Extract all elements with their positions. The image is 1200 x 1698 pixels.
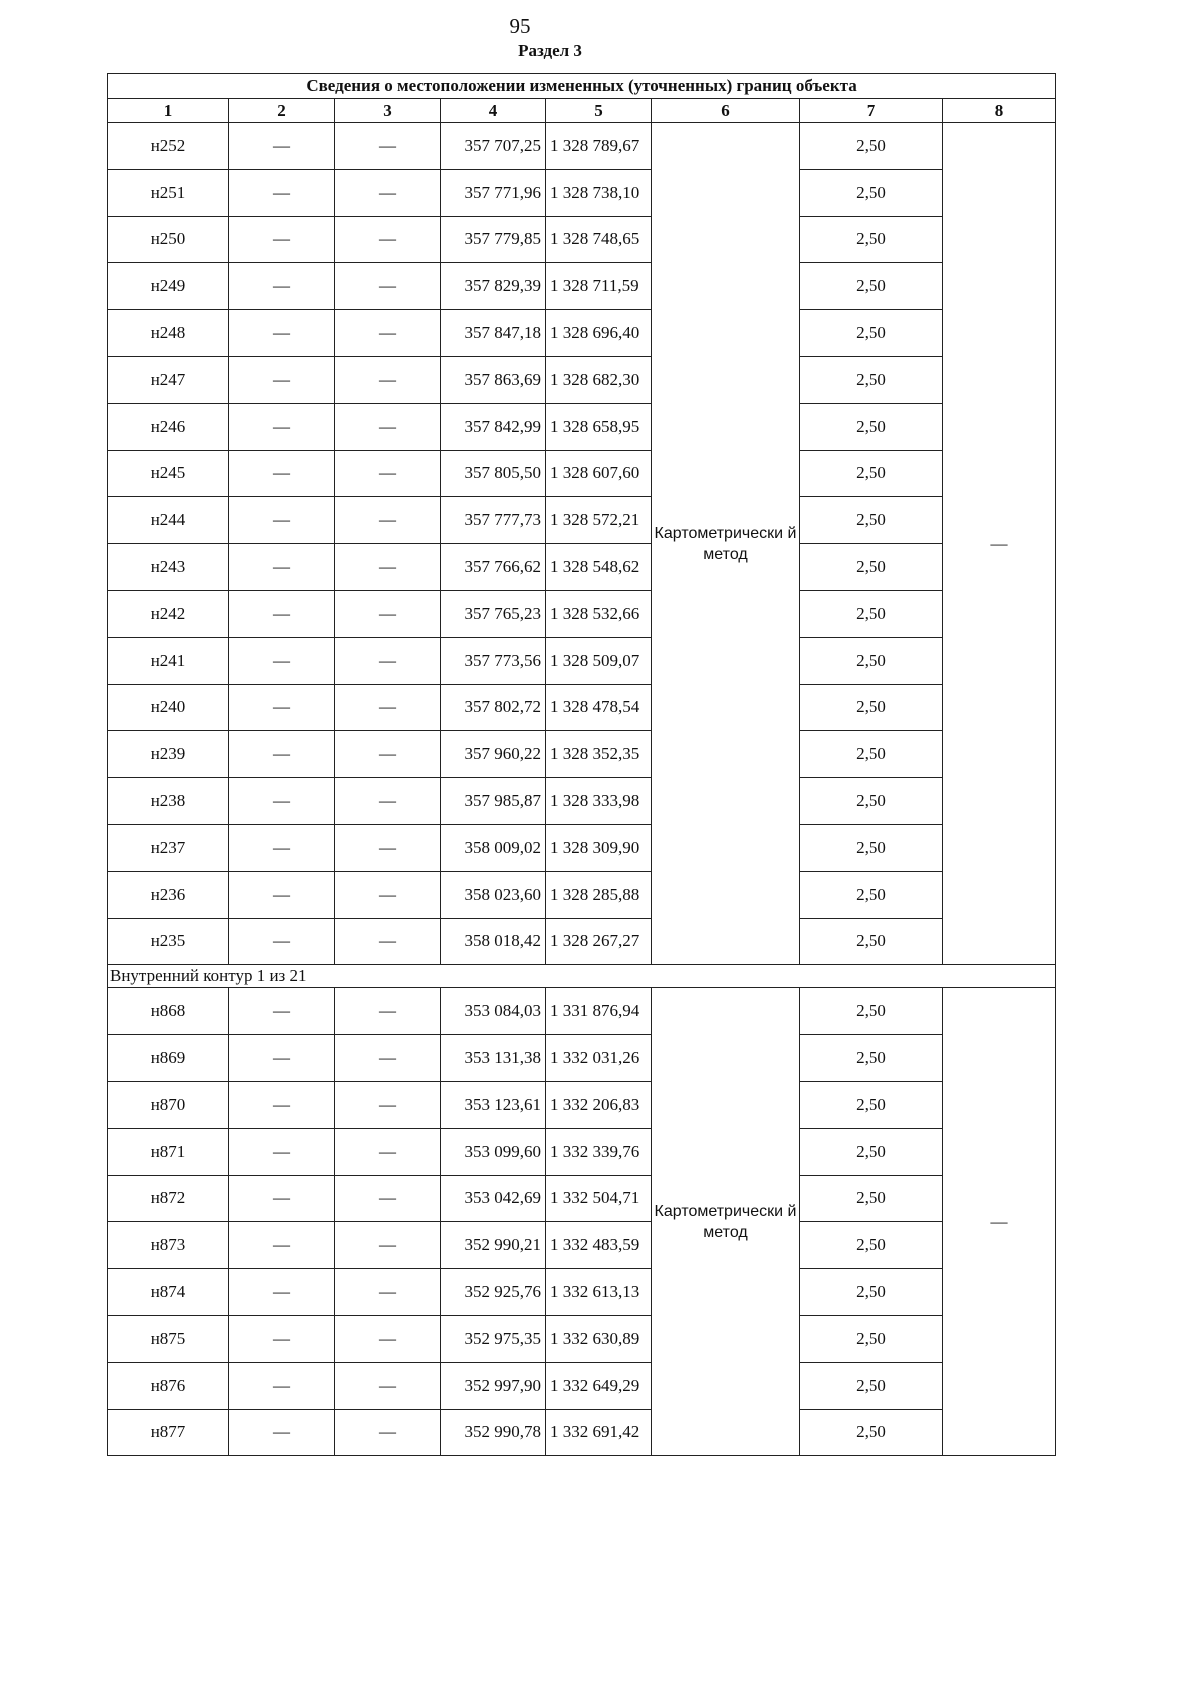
page-number: 95 <box>509 14 531 38</box>
col2-value: — <box>229 1175 335 1222</box>
col3-value: — <box>335 450 441 497</box>
point-name: н246 <box>108 403 229 450</box>
x-coordinate: 358 023,60 <box>441 871 546 918</box>
x-coordinate: 353 042,69 <box>441 1175 546 1222</box>
x-coordinate: 352 975,35 <box>441 1315 546 1362</box>
col2-value: — <box>229 590 335 637</box>
table-row <box>108 310 1056 357</box>
point-name: н876 <box>108 1362 229 1409</box>
accuracy-value: 2,50 <box>800 824 943 871</box>
point-name: н242 <box>108 590 229 637</box>
y-coordinate: 1 328 696,40 <box>546 310 652 357</box>
accuracy-value: 2,50 <box>800 988 943 1035</box>
col3-value: — <box>335 310 441 357</box>
table-row <box>108 1035 1056 1082</box>
accuracy-value: 2,50 <box>800 918 943 965</box>
y-coordinate: 1 328 352,35 <box>546 731 652 778</box>
col8-value: — <box>943 123 1056 965</box>
column-header: 2 <box>229 99 335 123</box>
col2-value: — <box>229 918 335 965</box>
x-coordinate: 357 802,72 <box>441 684 546 731</box>
accuracy-value: 2,50 <box>800 169 943 216</box>
y-coordinate: 1 332 613,13 <box>546 1269 652 1316</box>
col2-value: — <box>229 1128 335 1175</box>
point-name: н877 <box>108 1409 229 1456</box>
y-coordinate: 1 332 649,29 <box>546 1362 652 1409</box>
y-coordinate: 1 328 607,60 <box>546 450 652 497</box>
point-name: н873 <box>108 1222 229 1269</box>
table-caption: Сведения о местоположении измененных (уточненных) границ объекта <box>108 74 1056 99</box>
col2-value: — <box>229 1315 335 1362</box>
col2-value: — <box>229 1081 335 1128</box>
x-coordinate: 352 990,21 <box>441 1222 546 1269</box>
header-row <box>108 99 1056 123</box>
point-name: н241 <box>108 637 229 684</box>
point-name: н250 <box>108 216 229 263</box>
point-name: н247 <box>108 356 229 403</box>
accuracy-value: 2,50 <box>800 871 943 918</box>
col2-value: — <box>229 263 335 310</box>
point-name: н869 <box>108 1035 229 1082</box>
point-name: н245 <box>108 450 229 497</box>
table-row <box>108 544 1056 591</box>
accuracy-value: 2,50 <box>800 497 943 544</box>
point-name: н237 <box>108 824 229 871</box>
point-name: н871 <box>108 1128 229 1175</box>
point-name: н239 <box>108 731 229 778</box>
col2-value: — <box>229 544 335 591</box>
col2-value: — <box>229 403 335 450</box>
y-coordinate: 1 328 478,54 <box>546 684 652 731</box>
col3-value: — <box>335 1128 441 1175</box>
col2-value: — <box>229 310 335 357</box>
col3-value: — <box>335 1315 441 1362</box>
accuracy-value: 2,50 <box>800 1222 943 1269</box>
y-coordinate: 1 332 206,83 <box>546 1081 652 1128</box>
column-header: 6 <box>652 99 800 123</box>
y-coordinate: 1 328 658,95 <box>546 403 652 450</box>
accuracy-value: 2,50 <box>800 356 943 403</box>
accuracy-value: 2,50 <box>800 778 943 825</box>
y-coordinate: 1 328 738,10 <box>546 169 652 216</box>
x-coordinate: 357 771,96 <box>441 169 546 216</box>
y-coordinate: 1 328 572,21 <box>546 497 652 544</box>
accuracy-value: 2,50 <box>800 731 943 778</box>
x-coordinate: 357 960,22 <box>441 731 546 778</box>
table-row <box>108 590 1056 637</box>
point-name: н238 <box>108 778 229 825</box>
table-row <box>108 356 1056 403</box>
col3-value: — <box>335 918 441 965</box>
col2-value: — <box>229 356 335 403</box>
col8-value: — <box>943 988 1056 1456</box>
column-header: 3 <box>335 99 441 123</box>
x-coordinate: 357 766,62 <box>441 544 546 591</box>
x-coordinate: 357 779,85 <box>441 216 546 263</box>
accuracy-value: 2,50 <box>800 1362 943 1409</box>
x-coordinate: 352 990,78 <box>441 1409 546 1456</box>
y-coordinate: 1 328 532,66 <box>546 590 652 637</box>
col3-value: — <box>335 988 441 1035</box>
col3-value: — <box>335 216 441 263</box>
col3-value: — <box>335 403 441 450</box>
method-cell: Картометрически й метод <box>652 988 800 1456</box>
y-coordinate: 1 328 509,07 <box>546 637 652 684</box>
method-cell: Картометрически й метод <box>652 123 800 965</box>
x-coordinate: 357 985,87 <box>441 778 546 825</box>
col2-value: — <box>229 871 335 918</box>
x-coordinate: 357 707,25 <box>441 123 546 170</box>
x-coordinate: 357 842,99 <box>441 403 546 450</box>
accuracy-value: 2,50 <box>800 544 943 591</box>
accuracy-value: 2,50 <box>800 263 943 310</box>
point-name: н244 <box>108 497 229 544</box>
point-name: н870 <box>108 1081 229 1128</box>
y-coordinate: 1 332 630,89 <box>546 1315 652 1362</box>
y-coordinate: 1 328 309,90 <box>546 824 652 871</box>
col2-value: — <box>229 216 335 263</box>
x-coordinate: 357 765,23 <box>441 590 546 637</box>
x-coordinate: 357 829,39 <box>441 263 546 310</box>
table-row <box>108 403 1056 450</box>
col2-value: — <box>229 1362 335 1409</box>
table-row <box>108 497 1056 544</box>
table-row <box>108 684 1056 731</box>
contour-label: Внутренний контур 1 из 21 <box>108 965 1056 988</box>
col3-value: — <box>335 263 441 310</box>
column-header: 7 <box>800 99 943 123</box>
accuracy-value: 2,50 <box>800 1175 943 1222</box>
col3-value: — <box>335 778 441 825</box>
table-row <box>108 731 1056 778</box>
point-name: н868 <box>108 988 229 1035</box>
accuracy-value: 2,50 <box>800 310 943 357</box>
col2-value: — <box>229 988 335 1035</box>
accuracy-value: 2,50 <box>800 1315 943 1362</box>
x-coordinate: 357 773,56 <box>441 637 546 684</box>
table-row <box>108 871 1056 918</box>
col3-value: — <box>335 123 441 170</box>
y-coordinate: 1 328 711,59 <box>546 263 652 310</box>
x-coordinate: 358 018,42 <box>441 918 546 965</box>
x-coordinate: 353 084,03 <box>441 988 546 1035</box>
table-row <box>108 263 1056 310</box>
col2-value: — <box>229 1035 335 1082</box>
col3-value: — <box>335 356 441 403</box>
col2-value: — <box>229 731 335 778</box>
col3-value: — <box>335 824 441 871</box>
y-coordinate: 1 331 876,94 <box>546 988 652 1035</box>
col2-value: — <box>229 778 335 825</box>
y-coordinate: 1 332 691,42 <box>546 1409 652 1456</box>
col3-value: — <box>335 1222 441 1269</box>
x-coordinate: 358 009,02 <box>441 824 546 871</box>
point-name: н251 <box>108 169 229 216</box>
y-coordinate: 1 332 031,26 <box>546 1035 652 1082</box>
section-title: Раздел 3 <box>518 41 582 60</box>
table-row <box>108 1269 1056 1316</box>
x-coordinate: 353 099,60 <box>441 1128 546 1175</box>
col2-value: — <box>229 497 335 544</box>
y-coordinate: 1 328 333,98 <box>546 778 652 825</box>
col3-value: — <box>335 590 441 637</box>
col2-value: — <box>229 1409 335 1456</box>
col3-value: — <box>335 637 441 684</box>
col3-value: — <box>335 497 441 544</box>
accuracy-value: 2,50 <box>800 684 943 731</box>
col2-value: — <box>229 123 335 170</box>
contour-row <box>108 965 1056 988</box>
table-row <box>108 169 1056 216</box>
table-row <box>108 1128 1056 1175</box>
col2-value: — <box>229 637 335 684</box>
table-row <box>108 216 1056 263</box>
accuracy-value: 2,50 <box>800 1128 943 1175</box>
x-coordinate: 357 863,69 <box>441 356 546 403</box>
point-name: н236 <box>108 871 229 918</box>
accuracy-value: 2,50 <box>800 637 943 684</box>
y-coordinate: 1 328 748,65 <box>546 216 652 263</box>
accuracy-value: 2,50 <box>800 450 943 497</box>
table-row <box>108 918 1056 965</box>
x-coordinate: 352 997,90 <box>441 1362 546 1409</box>
col2-value: — <box>229 169 335 216</box>
col2-value: — <box>229 450 335 497</box>
col3-value: — <box>335 544 441 591</box>
point-name: н875 <box>108 1315 229 1362</box>
table-row <box>108 778 1056 825</box>
col3-value: — <box>335 684 441 731</box>
y-coordinate: 1 328 285,88 <box>546 871 652 918</box>
x-coordinate: 353 123,61 <box>441 1081 546 1128</box>
accuracy-value: 2,50 <box>800 1409 943 1456</box>
accuracy-value: 2,50 <box>800 123 943 170</box>
col3-value: — <box>335 1175 441 1222</box>
x-coordinate: 357 847,18 <box>441 310 546 357</box>
table-row <box>108 988 1056 1035</box>
y-coordinate: 1 332 483,59 <box>546 1222 652 1269</box>
point-name: н249 <box>108 263 229 310</box>
table-row <box>108 1315 1056 1362</box>
table-row <box>108 123 1056 170</box>
col3-value: — <box>335 169 441 216</box>
accuracy-value: 2,50 <box>800 1081 943 1128</box>
point-name: н874 <box>108 1269 229 1316</box>
x-coordinate: 352 925,76 <box>441 1269 546 1316</box>
col3-value: — <box>335 871 441 918</box>
y-coordinate: 1 328 267,27 <box>546 918 652 965</box>
x-coordinate: 357 805,50 <box>441 450 546 497</box>
accuracy-value: 2,50 <box>800 1269 943 1316</box>
y-coordinate: 1 328 682,30 <box>546 356 652 403</box>
boundary-table <box>107 73 1056 1456</box>
table-row <box>108 1175 1056 1222</box>
y-coordinate: 1 328 548,62 <box>546 544 652 591</box>
col3-value: — <box>335 1362 441 1409</box>
table-row <box>108 637 1056 684</box>
accuracy-value: 2,50 <box>800 216 943 263</box>
table-row <box>108 450 1056 497</box>
column-header: 8 <box>943 99 1056 123</box>
col2-value: — <box>229 684 335 731</box>
table-row <box>108 1409 1056 1456</box>
col3-value: — <box>335 1081 441 1128</box>
col3-value: — <box>335 1269 441 1316</box>
point-name: н248 <box>108 310 229 357</box>
table-row <box>108 1222 1056 1269</box>
table-row <box>108 824 1056 871</box>
y-coordinate: 1 332 339,76 <box>546 1128 652 1175</box>
accuracy-value: 2,50 <box>800 1035 943 1082</box>
point-name: н872 <box>108 1175 229 1222</box>
col2-value: — <box>229 1222 335 1269</box>
y-coordinate: 1 332 504,71 <box>546 1175 652 1222</box>
point-name: н252 <box>108 123 229 170</box>
accuracy-value: 2,50 <box>800 590 943 637</box>
accuracy-value: 2,50 <box>800 403 943 450</box>
column-header: 4 <box>441 99 546 123</box>
point-name: н235 <box>108 918 229 965</box>
table-row <box>108 1081 1056 1128</box>
x-coordinate: 353 131,38 <box>441 1035 546 1082</box>
x-coordinate: 357 777,73 <box>441 497 546 544</box>
col3-value: — <box>335 731 441 778</box>
table-row <box>108 1362 1056 1409</box>
col3-value: — <box>335 1409 441 1456</box>
column-header: 1 <box>108 99 229 123</box>
col3-value: — <box>335 1035 441 1082</box>
point-name: н243 <box>108 544 229 591</box>
col2-value: — <box>229 1269 335 1316</box>
column-header: 5 <box>546 99 652 123</box>
col2-value: — <box>229 824 335 871</box>
point-name: н240 <box>108 684 229 731</box>
y-coordinate: 1 328 789,67 <box>546 123 652 170</box>
